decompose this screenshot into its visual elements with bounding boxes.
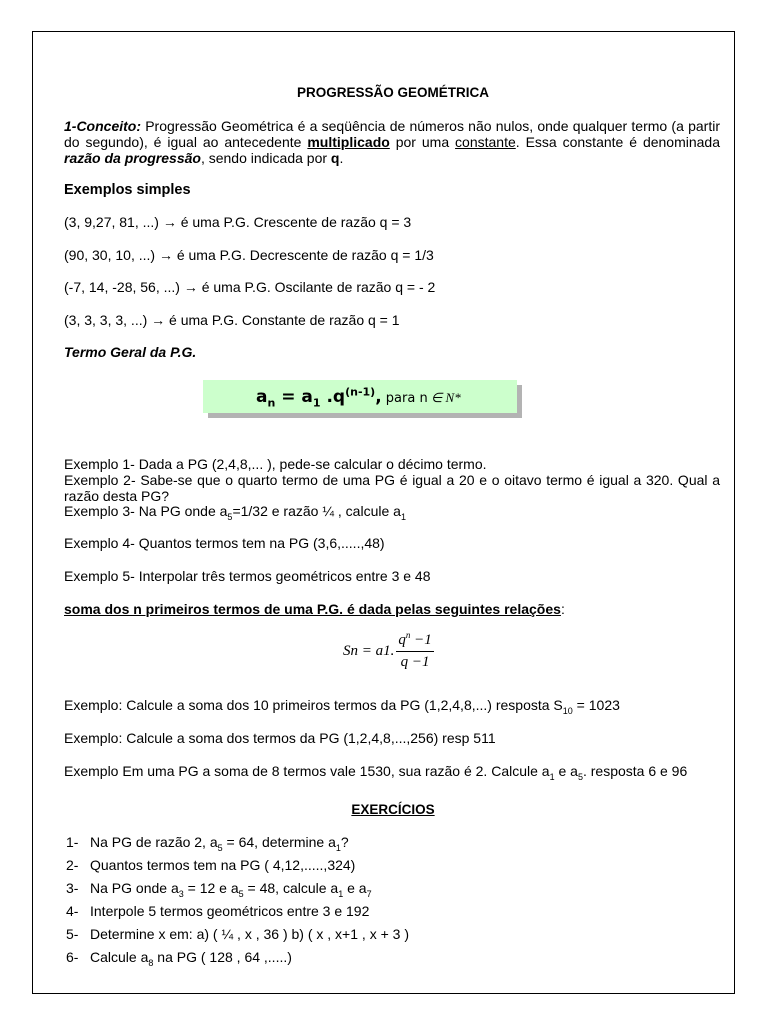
sum-example-2: Exemplo: Calcule a soma dos termos da PG (1,2,4,8,...,256) resp 511 xyxy=(64,730,496,746)
sub: 8 xyxy=(148,957,154,968)
exercise-text: Na PG de razão 2, a xyxy=(90,834,218,850)
sum-example-3 xyxy=(64,763,688,782)
sn-numerator xyxy=(396,632,433,652)
exercise-3 xyxy=(66,880,372,899)
example-1: Exemplo 1- Dada a PG (2,4,8,... ), pede-se calcular o décimo termo. xyxy=(64,456,487,472)
exercise-4 xyxy=(66,903,369,919)
page-title: PROGRESSÃO GEOMÉTRICA xyxy=(296,85,490,100)
example-4: Exemplo 4- Quantos termos tem na PG (3,6,.....,48) xyxy=(64,535,385,551)
multiplicado-term: multiplicado xyxy=(307,134,390,150)
sub: 10 xyxy=(562,705,573,716)
sum-example-text: Exemplo: Calcule a soma dos 10 primeiros termos da PG (1,2,4,8,...) resposta S xyxy=(64,697,563,713)
sn-denominator: q −1 xyxy=(400,654,430,670)
general-term-heading: Termo Geral da P.G. xyxy=(64,344,197,360)
formula-eq: = a xyxy=(275,387,313,407)
sub: 1 xyxy=(335,842,341,853)
exercise-number: 6- xyxy=(66,949,79,965)
concept-label: 1-Conceito: xyxy=(64,118,141,134)
concept-text: por uma xyxy=(389,134,456,150)
concept-paragraph xyxy=(64,118,720,166)
exercise-text: = 48, calcule a xyxy=(243,880,339,896)
simple-example-4: (3, 3, 3, 3, ...) → é uma P.G. Constante de razão q = 1 xyxy=(64,312,400,328)
simple-examples-heading: Exemplos simples xyxy=(64,182,191,198)
formula-sub-n: n xyxy=(267,396,276,410)
general-term-formula xyxy=(256,385,461,410)
example-5: Exemplo 5- Interpolar três termos geométricos entre 3 e 48 xyxy=(64,568,431,584)
exercise-text: ? xyxy=(340,834,349,850)
example-3-text: Exemplo 3- Na PG onde a xyxy=(64,503,228,519)
exercise-number: 4- xyxy=(66,903,79,919)
sn-num-q: q xyxy=(398,632,406,648)
exercises-heading: EXERCÍCIOS xyxy=(351,802,435,817)
exercise-number: 5- xyxy=(66,926,79,942)
sn-left: Sn = a1. xyxy=(343,642,395,659)
formula-sub-1: 1 xyxy=(312,396,321,410)
concept-text: Progressão Geométrica é a seqüência de números não nulos, onde qualquer termo (a partir do segundo), é igual ao antecedente xyxy=(64,118,720,150)
sn-num-exp: n xyxy=(405,630,411,640)
exercise-text: = 64, determine a xyxy=(222,834,336,850)
formula-exp: (n-1) xyxy=(345,385,376,399)
formula-a: a xyxy=(256,387,268,407)
exercise-text: Calcule a xyxy=(90,949,149,965)
exercise-1 xyxy=(66,834,349,853)
sub: 5 xyxy=(227,511,233,522)
simple-example-2: (90, 30, 10, ...) → é uma P.G. Decrescente de razão q = 1/3 xyxy=(64,247,434,263)
exercise-text: = 12 e a xyxy=(183,880,239,896)
formula-set: ∈ N* xyxy=(427,390,461,405)
exercise-number: 3- xyxy=(66,880,79,896)
exercise-text: Na PG onde a xyxy=(90,880,179,896)
concept-text: . xyxy=(339,150,344,166)
sub: 3 xyxy=(178,888,184,899)
exercise-number: 1- xyxy=(66,834,79,850)
exercise-text: Quantos termos tem na PG ( 4,12,.....,324) xyxy=(90,857,356,873)
example-2: Exemplo 2- Sabe-se que o quarto termo de uma PG é igual a 20 e o oitavo termo é igual a 320. Qual a razão desta PG? xyxy=(64,472,720,504)
concept-text: , sendo indicada por xyxy=(200,150,331,166)
exercise-text: Determine x em: a) ( ¼ , x , 36 ) b) ( x , x+1 , x + 3 ) xyxy=(90,926,409,942)
simple-example-1: (3, 9,27, 81, ...) → é uma P.G. Crescente de razão q = 3 xyxy=(64,214,412,230)
exercise-text: na PG ( 128 , 64 ,.....) xyxy=(153,949,292,965)
sum-heading xyxy=(64,601,565,617)
constante-term: constante xyxy=(455,134,516,150)
sn-num-rest: −1 xyxy=(410,632,432,648)
sub: 1 xyxy=(400,511,406,522)
exercise-2 xyxy=(66,857,355,873)
example-3-text: =1/32 e razão ¼ , calcule a xyxy=(232,503,401,519)
example-3 xyxy=(64,503,406,522)
concept-text: . Essa constante é denominada xyxy=(515,134,721,150)
simple-example-3: (-7, 14, -28, 56, ...) → é uma P.G. Oscilante de razão q = - 2 xyxy=(64,279,436,295)
exercise-text: Interpole 5 termos geométricos entre 3 e 192 xyxy=(90,903,370,919)
sum-heading-colon: : xyxy=(560,601,565,617)
sub: 7 xyxy=(366,888,372,899)
sum-formula xyxy=(343,632,434,671)
formula-q: .q xyxy=(320,387,346,407)
sum-heading-text: soma dos n primeiros termos de uma P.G. é dada pelas seguintes relações xyxy=(64,601,561,617)
sum-example-text: e a xyxy=(554,763,578,779)
sub: 5 xyxy=(577,771,583,782)
formula-para: para n xyxy=(381,391,428,406)
formula-comma: , xyxy=(375,387,382,407)
sn-fraction xyxy=(396,632,433,671)
sub: 1 xyxy=(338,888,344,899)
exercise-number: 2- xyxy=(66,857,79,873)
exercise-5 xyxy=(66,926,409,942)
sum-example-text: Exemplo Em uma PG a soma de 8 termos vale 1530, sua razão é 2. Calcule a xyxy=(64,763,550,779)
sub: 5 xyxy=(217,842,223,853)
exercise-6 xyxy=(66,949,292,968)
exercise-text: e a xyxy=(343,880,367,896)
sum-example-1 xyxy=(64,697,620,716)
sum-example-text: = 1023 xyxy=(572,697,620,713)
sum-example-text: . resposta 6 e 96 xyxy=(582,763,688,779)
razao-term: razão da progressão xyxy=(64,150,201,166)
sub: 1 xyxy=(549,771,555,782)
q-term: q xyxy=(330,150,340,166)
sub: 5 xyxy=(238,888,244,899)
